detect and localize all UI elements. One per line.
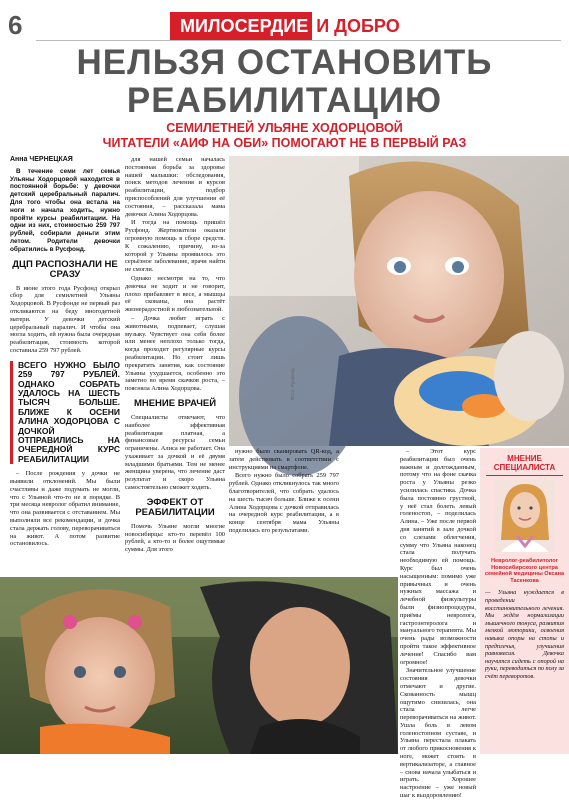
article-column-2	[125, 156, 225, 576]
expert-name: Невролог-реабилитолог Новосибирского центра семейной медицины Оксана Тасенкова	[484, 558, 565, 584]
article-column-4	[400, 448, 476, 800]
headline-line1: НЕЛЬЗЯ ОСТАНОВИТЬ	[76, 43, 493, 82]
paragraph: Однако несмотря на то, что девочка не ходит и не говорит, плохо прибавляет в весе, а мышцы её скованы, она растёт жизнерадостной и любознательной.	[125, 274, 225, 314]
expert-divider	[486, 475, 563, 476]
expert-portrait	[495, 480, 555, 552]
paragraph: нужно было сканировать QR-код, а затем действовать в соответствии с инструкциями на смартфоне.	[229, 448, 339, 471]
photo-credit: Фото: Русфонд	[290, 368, 295, 400]
paragraph: – Дочка любит играть с животными, подпевает, слушая музыку. Чувствует она себя более или менее неплохо только тогда, когда проходит регулярные курсы реабилитации. Но стоит лишь прекратить занятия, как состояние Ульяны ухудшается, особенно это заметно во время скачков роста, – поясняла Алина Ходорцова.	[125, 314, 225, 393]
paragraph: Специалисты отмечают, что наиболее эффективная реабилитация платная, а финансовые ресурсы семьи ограничены. Алиса не работает. Она ухаживает за дочкой и её двумя младшими братьями. Тем не менее женщина уверена, что лечение даст результат и скоро Ульяна самостоятельно сможет ходить.	[125, 413, 225, 492]
article-column-3	[229, 448, 339, 576]
expert-opinion-box	[480, 448, 569, 754]
paragraph: Помочь Ульяне могли многие новосибирцы: кто-то перевёл 100 рублей, а кто-то и более ощутимые суммы. Для этого	[125, 522, 225, 554]
paragraph: – После рождения у дочки не выявили отклонений. Мы были счастливы и даже подумать не могли, что с Ульяной что-то не в порядке. В три месяца невролог обратил внимание, что она развивается с отставанием. Мы выполняли все рекомендации, и дочка стала держать голову, переворачиваться на живот. А потом развитие остановилось.	[10, 470, 120, 548]
expert-title-line2: СПЕЦИАЛИСТА	[493, 463, 556, 472]
subhead-line1: СЕМИЛЕТНЕЙ УЛЬЯНЕ ХОДОРЦОВОЙ	[166, 121, 403, 135]
rubric-boxed: МИЛОСЕРДИЕ	[170, 12, 312, 40]
pull-quote: ВСЕГО НУЖНО БЫЛО 259 797 РУБЛЕЙ. ОДНАКО СОБРАТЬ УДАЛОСЬ НА ШЕСТЬ ТЫСЯЧ БОЛЬШЕ. БЛИЖЕ К ОСЕНИ АЛИНА ХОДОРЦОВА С ДОЧКОЙ ОТПРАВИЛИСЬ НА ОЧЕРЕДНОЙ КУРС РЕАБИЛИТАЦИИ	[10, 361, 120, 464]
subhead-line2: ЧИТАТЕЛИ «АИФ НА ОБИ» ПОМОГАЮТ НЕ В ПЕРВЫЙ РАЗ	[102, 136, 467, 150]
headline-line2: РЕАБИЛИТАЦИЮ	[126, 81, 443, 120]
article-column-1	[10, 156, 120, 576]
headline	[0, 44, 569, 120]
paragraph: Значительное улучшение состояния девочки отмечают и другие. Скованность мышц ощутимо снизилась, она стала легче переворачиваться на живот. Ушла боль в левом голеностопном суставе, и Ульяна перестала плакать от любого прикосновения к ноге, может стоять в вертикализаторе, а главное – снова начала улыбаться и играть. Хорошее настроение – уже новый шаг к выздоровлению!	[400, 667, 476, 800]
photo-girl-with-mother	[0, 577, 398, 754]
paragraph: Всего нужно было собрать 259 797 рублей. Однако откликнулось так много благотворителей, что собрать удалось на шесть тысяч больше. Ближе к осени Алина Ходорцова с дочкой отправилась на очередной курс реабилитации, а в конце сентября мама Ульяны поделилась его результатами.	[229, 472, 339, 534]
expert-quote: — Ульяна нуждается в проведении восстановительного лечения. Мы ждём нормализации мышечного тонуса, развития мелкой моторики, освоения навыка опоры на стопы и предплечья, улучшения равновесия. Девочка научится сидеть с опорой на руки, переводиться по полу за счёт переворотов.	[485, 589, 564, 680]
top-rule	[36, 40, 561, 41]
page-number: 6	[8, 10, 23, 40]
rubric	[170, 12, 400, 40]
byline: Анна ЧЕРНЕЦКАЯ	[10, 156, 73, 163]
photo-girl-with-toy	[229, 156, 569, 446]
rubric-rest: И ДОБРО	[316, 16, 400, 36]
section-title-diagnosis: ДЦП РАСПОЗНАЛИ НЕ СРАЗУ	[12, 258, 118, 280]
paragraph: для нашей семьи началась постоянная борьба за здоровье нашей малышки: обследования, поиск методов лечения и курсов реабилитации, подбор приспособлений для улучшения её состояния, – рассказала мама девочки Алина Ходорцова.	[125, 156, 225, 218]
photo-girl-with-mother-image	[0, 577, 398, 754]
expert-portrait-image	[495, 480, 555, 552]
paragraph: – Этот курс реабилитации был очень важным и долгожданным, потому что на фоне скачка роста у Ульяны резко усилилась спастика. Дочка была постоянно грустной, у неё стал болеть левый голеностоп, – поделилась Алина. – Уже после первой дня занятий в зале дочкой со слезами облегчения, сумму что Ульяна наконец стала получать необходимую ей помощь. Курс был очень насыщенным: помимо уже привычных и очень нужных массажа и лечебной физкультуры были физиопроцедуры, приёмы невролога, гастроэнтеролога и мануального терапевта. Мы очень рады возможности пройти такое эффективное лечение! Спасибо вам огромное!	[400, 448, 476, 666]
section-title-doctors: МНЕНИЕ ВРАЧЕЙ	[133, 397, 217, 409]
paragraph: В июне этого года Русфонд открыл сбор для семилетней Ульяны Ходорцовой. В Русфонде не первый раз откликаются на беду многодетной матери. У девочки детский церебральный паралич. И чтобы она могла ходить, ей нужна была очередная реабилитация, стоимость которой составила 259 797 рублей.	[10, 284, 120, 354]
expert-title	[480, 454, 569, 472]
lead-paragraph: В течение семи лет семья Ульяны Ходорцовой находится в постоянной борьбе: у девочки детский церебральный паралич. Для того чтобы она встала на ноги и начала ходить, нужно пройти курсы реабилитации. На одни из них, стоимостью 259 797 рублей, собирали деньги этим летом. Родители девочки обратились в Русфонд.	[10, 167, 120, 253]
subheadline	[0, 121, 569, 151]
expert-title-line1: МНЕНИЕ	[507, 454, 542, 463]
section-title-effect: ЭФФЕКТ ОТ РЕАБИЛИТАЦИИ	[135, 496, 215, 518]
paragraph: И тогда на помощь пришёл Русфонд. Жертвователи оказали огромную помощь в сборе средств. К сожалению, причину, из-за которой у Ульяны проявилось это серьёзное заболевание, врачи найти не смогли.	[125, 219, 225, 274]
photo-girl-with-toy-image	[229, 156, 569, 446]
